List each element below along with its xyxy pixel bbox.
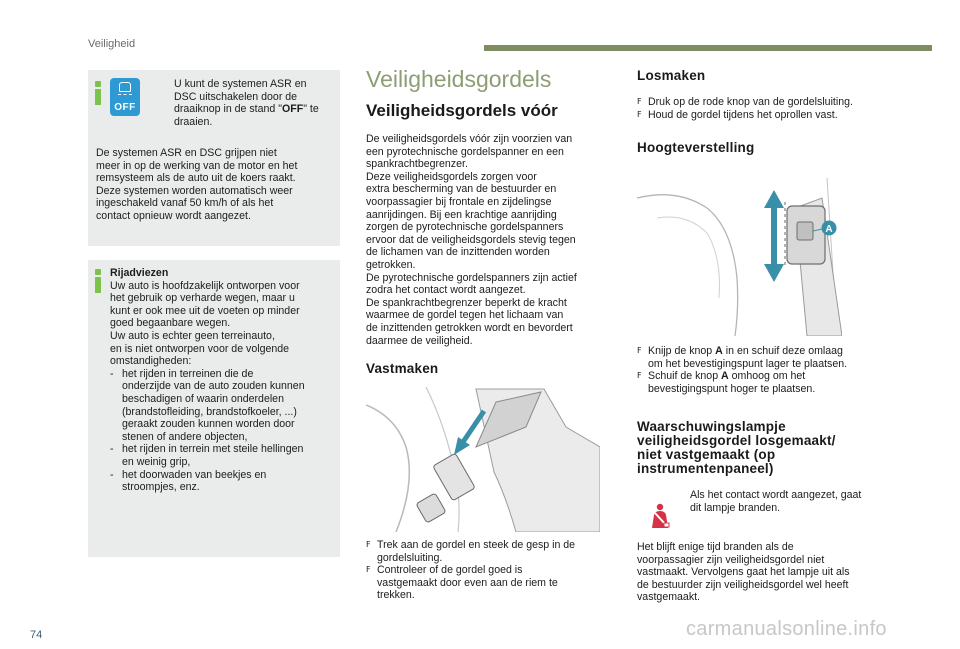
list-item: F Druk op de rode knop van de gordelsluiting. [637, 96, 853, 108]
watermark: carmanualsonline.info [686, 618, 887, 640]
losmaken-list [637, 96, 897, 121]
vastmaken-list [366, 539, 606, 602]
hoogte-list [637, 345, 907, 395]
buckle-illustration [366, 387, 600, 532]
vastmaken-heading: Vastmaken [366, 361, 439, 376]
losmaken-heading: Losmaken [637, 68, 706, 83]
list-item: - het rijden in terreinen die de onderzijde van de auto zouden kunnen beschadigen of waarin onderdelen (brandstofleiding, brandstofkoeler, ...) geraakt zouden kunnen worden door stenen of andere objecten, [110, 367, 305, 443]
rijadviezen-text: Rijadviezen Uw auto is hoofdzakelijk ontworpen voor het gebruik op verharde wegen, maar u kunt er ook mee uit de voeten op minder goed begaanbare wegen. Uw auto is echter geen terreinauto, en is niet ontworpen voor de volgende omstandigheden: - het rijden in terreinen die de onderzijde van de auto zouden kunnen beschadigen of waarin onderdelen (brandstofleiding, brandstofkoeler, ...) geraakt zouden kunnen worden door stenen of andere objecten, - het rijden in terrein met steile hellingen en weinig grip, - het doorwaden van beekjes en stroompjes, enz. [110, 267, 338, 494]
list-item: F Schuif de knop A omhoog om het bevestigingspunt hoger te plaatsen. [637, 370, 816, 395]
list-item: - het rijden in terrein met steile hellingen en weinig grip, [110, 443, 304, 468]
header-bar [484, 45, 932, 51]
info-box-asr-dsc [88, 70, 340, 246]
asr-paragraph: De systemen ASR en DSC grijpen niet meer in op de werking van de motor en het remsysteem als de auto uit de koers raakt. Deze systemen worden automatisch weer ingeschakeld vanaf 50 km/h of als het contact opnieuw wordt aangezet. [96, 147, 298, 222]
seatbelt-paragraph: De veiligheidsgordels vóór zijn voorzien van een pyrotechnische gordelspanner en een spankrachtbegrenzer. Deze veiligheidsgordels zorgen voor extra bescherming van de bestuurder en voorpassagier bij frontale en zijdelingse aanrijdingen. Bij een krachtige aanrijding zorgen de pyrotechnische gordelspanners ervoor dat de veiligheidsgordels stevig tegen de lichamen van de inzittenden worden getrokken. De pyrotechnische gordelspanners zijn actief zodra het contact wordt aangezet. De spankrachtbegrenzer beperkt de kracht waarmee de gordel tegen het lichaam van de inzittenden getrokken wordt en bevordert daarmee de veiligheid. [366, 133, 577, 347]
hoogteverstelling-heading: Hoogteverstelling [637, 140, 755, 155]
section-label: Veiligheid [88, 38, 136, 50]
seatbelt-warning-icon [646, 502, 674, 530]
list-item: - het doorwaden van beekjes en stroompjes, enz. [110, 468, 267, 494]
list-item: F Knijp de knop A in en schuif deze omlaag om het bevestigingspunt lager te plaatsen. [637, 345, 848, 370]
callout-a-label: A [825, 224, 833, 235]
page-number: 74 [30, 629, 43, 641]
page-title: Veiligheidsgordels [366, 66, 552, 92]
asr-dsc-off-icon: OFF [110, 78, 140, 116]
section-heading: Veiligheidsgordels vóór [366, 101, 558, 120]
list-item: F Trek aan de gordel en steek de gesp in de gordelsluiting. [366, 539, 576, 564]
asr-intro: U kunt de systemen ASR en DSC uitschakelen door de draaiknop in de stand "OFF" te draaien. [174, 78, 319, 128]
list-item: F Controleer of de gordel goed is vastgemaakt door even aan de riem te trekken. [366, 564, 558, 602]
height-adjust-illustration [637, 178, 842, 336]
info-icon [94, 81, 102, 105]
info-box-rijadviezen [88, 260, 340, 557]
info-icon [94, 269, 102, 293]
warning-heading: Waarschuwingslampje veiligheidsgordel losgemaakt/ niet vastgemaakt (op instrumentenpaneel) [637, 419, 836, 476]
warning-paragraph: Het blijft enige tijd branden als de voorpassagier zijn veiligheidsgordel niet vastmaakt. Vervolgens gaat het lampje uit als de bestuurder zijn veiligheidsgordel wel heeft vastgemaakt. [637, 541, 850, 604]
list-item: F Houd de gordel tijdens het oprollen vast. [637, 108, 838, 121]
warning-intro: Als het contact wordt aangezet, gaat dit lampje branden. [690, 489, 862, 514]
